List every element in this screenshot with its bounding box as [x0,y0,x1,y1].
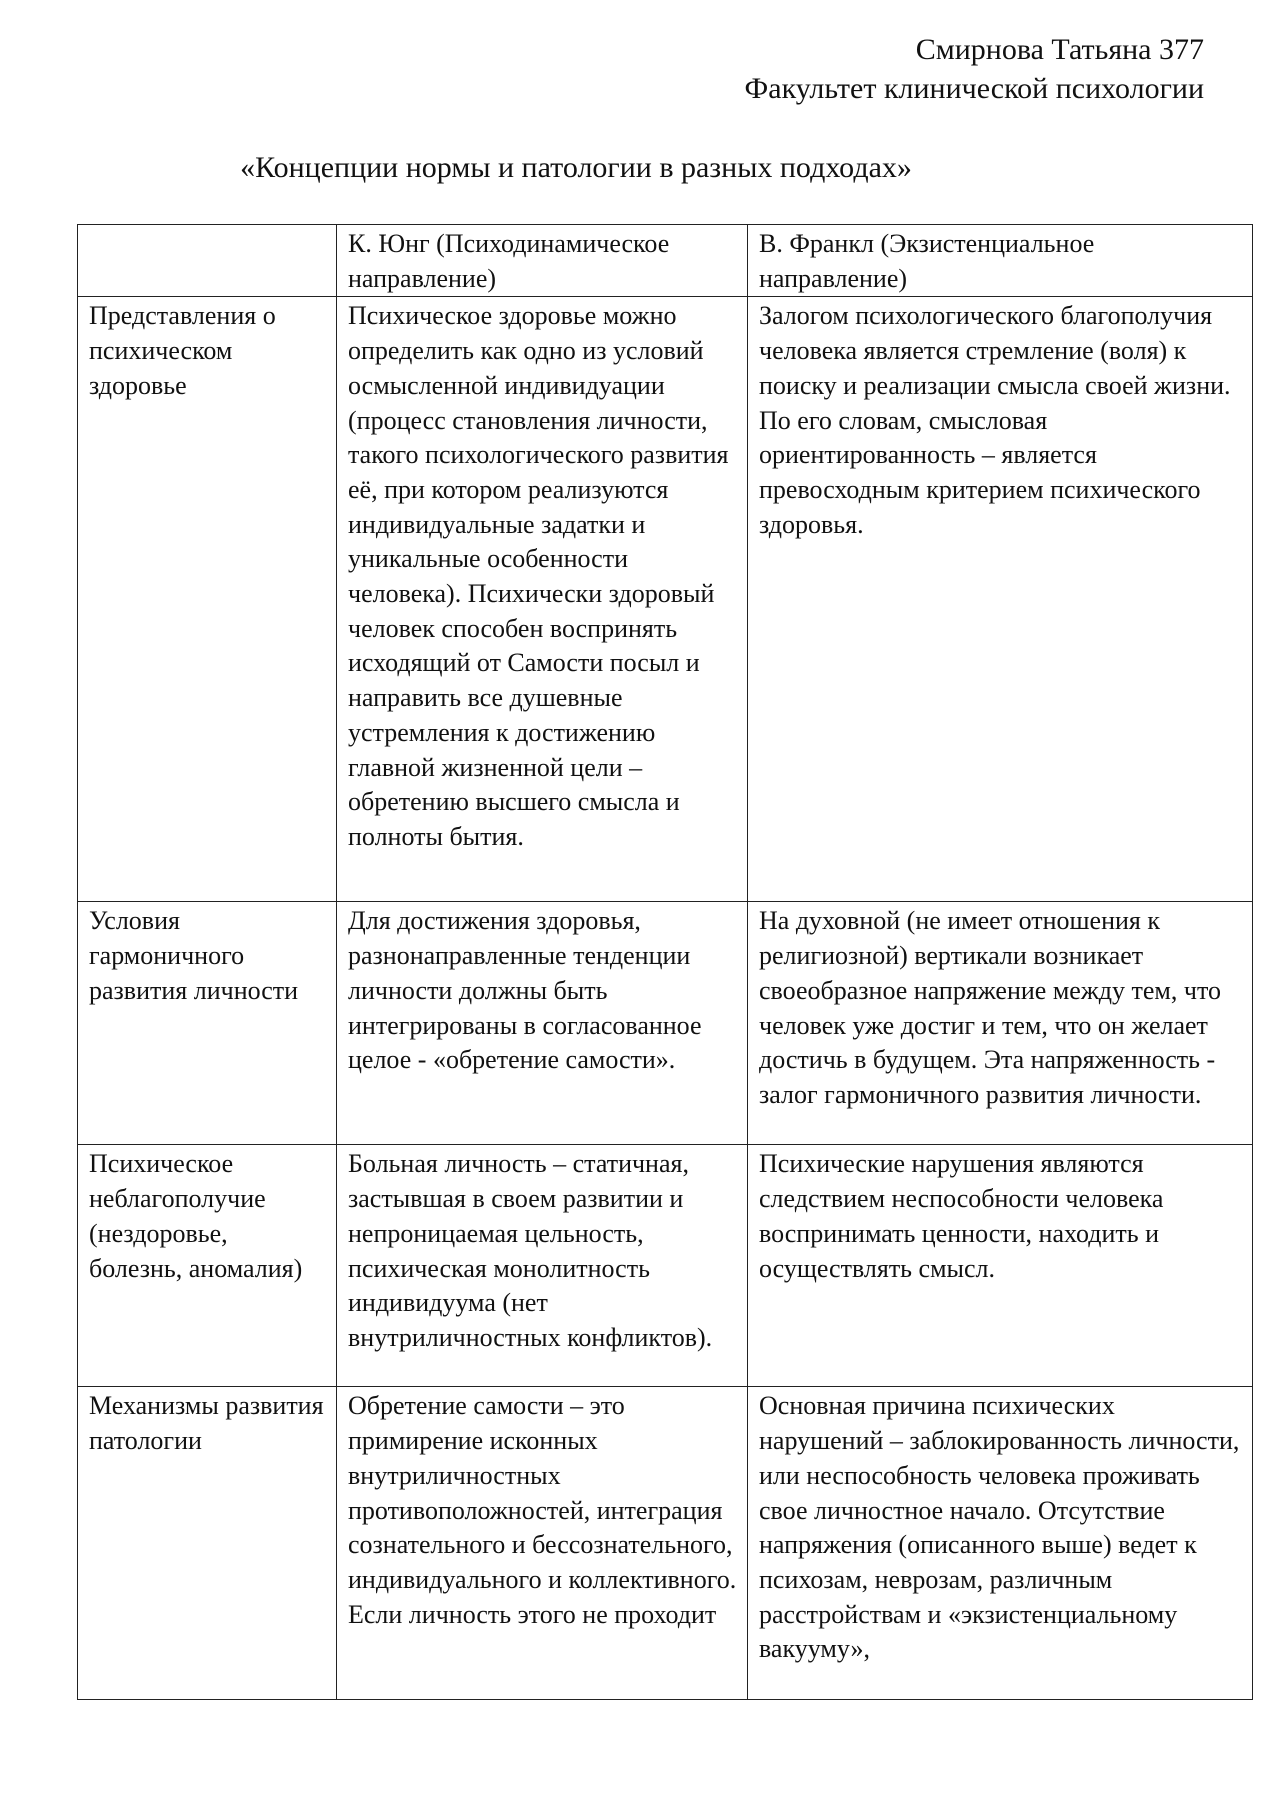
faculty-line: Факультет клинической психологии [744,72,1204,105]
comparison-table [77,224,1253,1700]
row-label: Психическое неблагополучие (нездоровье, болезнь, аномалия) [78,1145,337,1387]
jung-cell: Обретение самости – это примирение исконных внутриличностных противоположностей, интеграция сознательного и бессознательного, индивидуального и коллективного. Если личность этого не проходит [337,1387,748,1700]
frankl-cell: На духовной (не имеет отношения к религиозной) вертикали возникает своеобразное напряжение между тем, что человек уже достиг и тем, что он желает достичь в будущем. Эта напряженность - залог гармоничного развития личности. [748,902,1253,1145]
table-header-row [78,225,1253,297]
row-label: Механизмы развития патологии [78,1387,337,1700]
header-cell-jung: К. Юнг (Психодинамическое направление) [337,225,748,297]
table-row [78,297,1253,902]
frankl-cell: Основная причина психических нарушений – заблокированность личности, или неспособность человека проживать свое личностное начало. Отсутствие напряжения (описанного выше) ведет к психозам, неврозам, различным расстройствам и «экзистенциальному вакууму», [748,1387,1253,1700]
jung-cell: Для достижения здоровья, разнонаправленные тенденции личности должны быть интегрированы в согласованное целое - «обретение самости». [337,902,748,1145]
document-title-block [0,150,1280,186]
author-line: Смирнова Татьяна 377 [915,33,1204,66]
frankl-cell: Залогом психологического благополучия человека является стремление (воля) к поиску и реализации смысла своей жизни. По его словам, смысловая ориентированность – является превосходным критерием психического здоровья. [748,297,1253,902]
row-label: Представления о психическом здоровье [78,297,337,902]
header-cell-empty [78,225,337,297]
row-label: Условия гармоничного развития личности [78,902,337,1145]
table-row [78,1387,1253,1700]
header-cell-frankl: В. Франкл (Экзистенциальное направление) [748,225,1253,297]
table-row [78,1145,1253,1387]
jung-cell: Больная личность – статичная, застывшая в своем развитии и непроницаемая цельность, психическая монолитность индивидуума (нет внутриличностных конфликтов). [337,1145,748,1387]
document-title: «Концепции нормы и патологии в разных подходах» [240,151,912,184]
table-row [78,902,1253,1145]
frankl-cell: Психические нарушения являются следствием неспособности человека воспринимать ценности, находить и осуществлять смысл. [748,1145,1253,1387]
jung-cell: Психическое здоровье можно определить как одно из условий осмысленной индивидуации (процесс становления личности, такого психологического развития её, при котором реализуются индивидуальные задатки и уникальные особенности человека). Психически здоровый человек способен воспринять исходящий от Самости посыл и направить все душевные устремления к достижению главной жизненной цели – обретению высшего смысла и полноты бытия. [337,297,748,902]
document-header [745,30,1204,108]
